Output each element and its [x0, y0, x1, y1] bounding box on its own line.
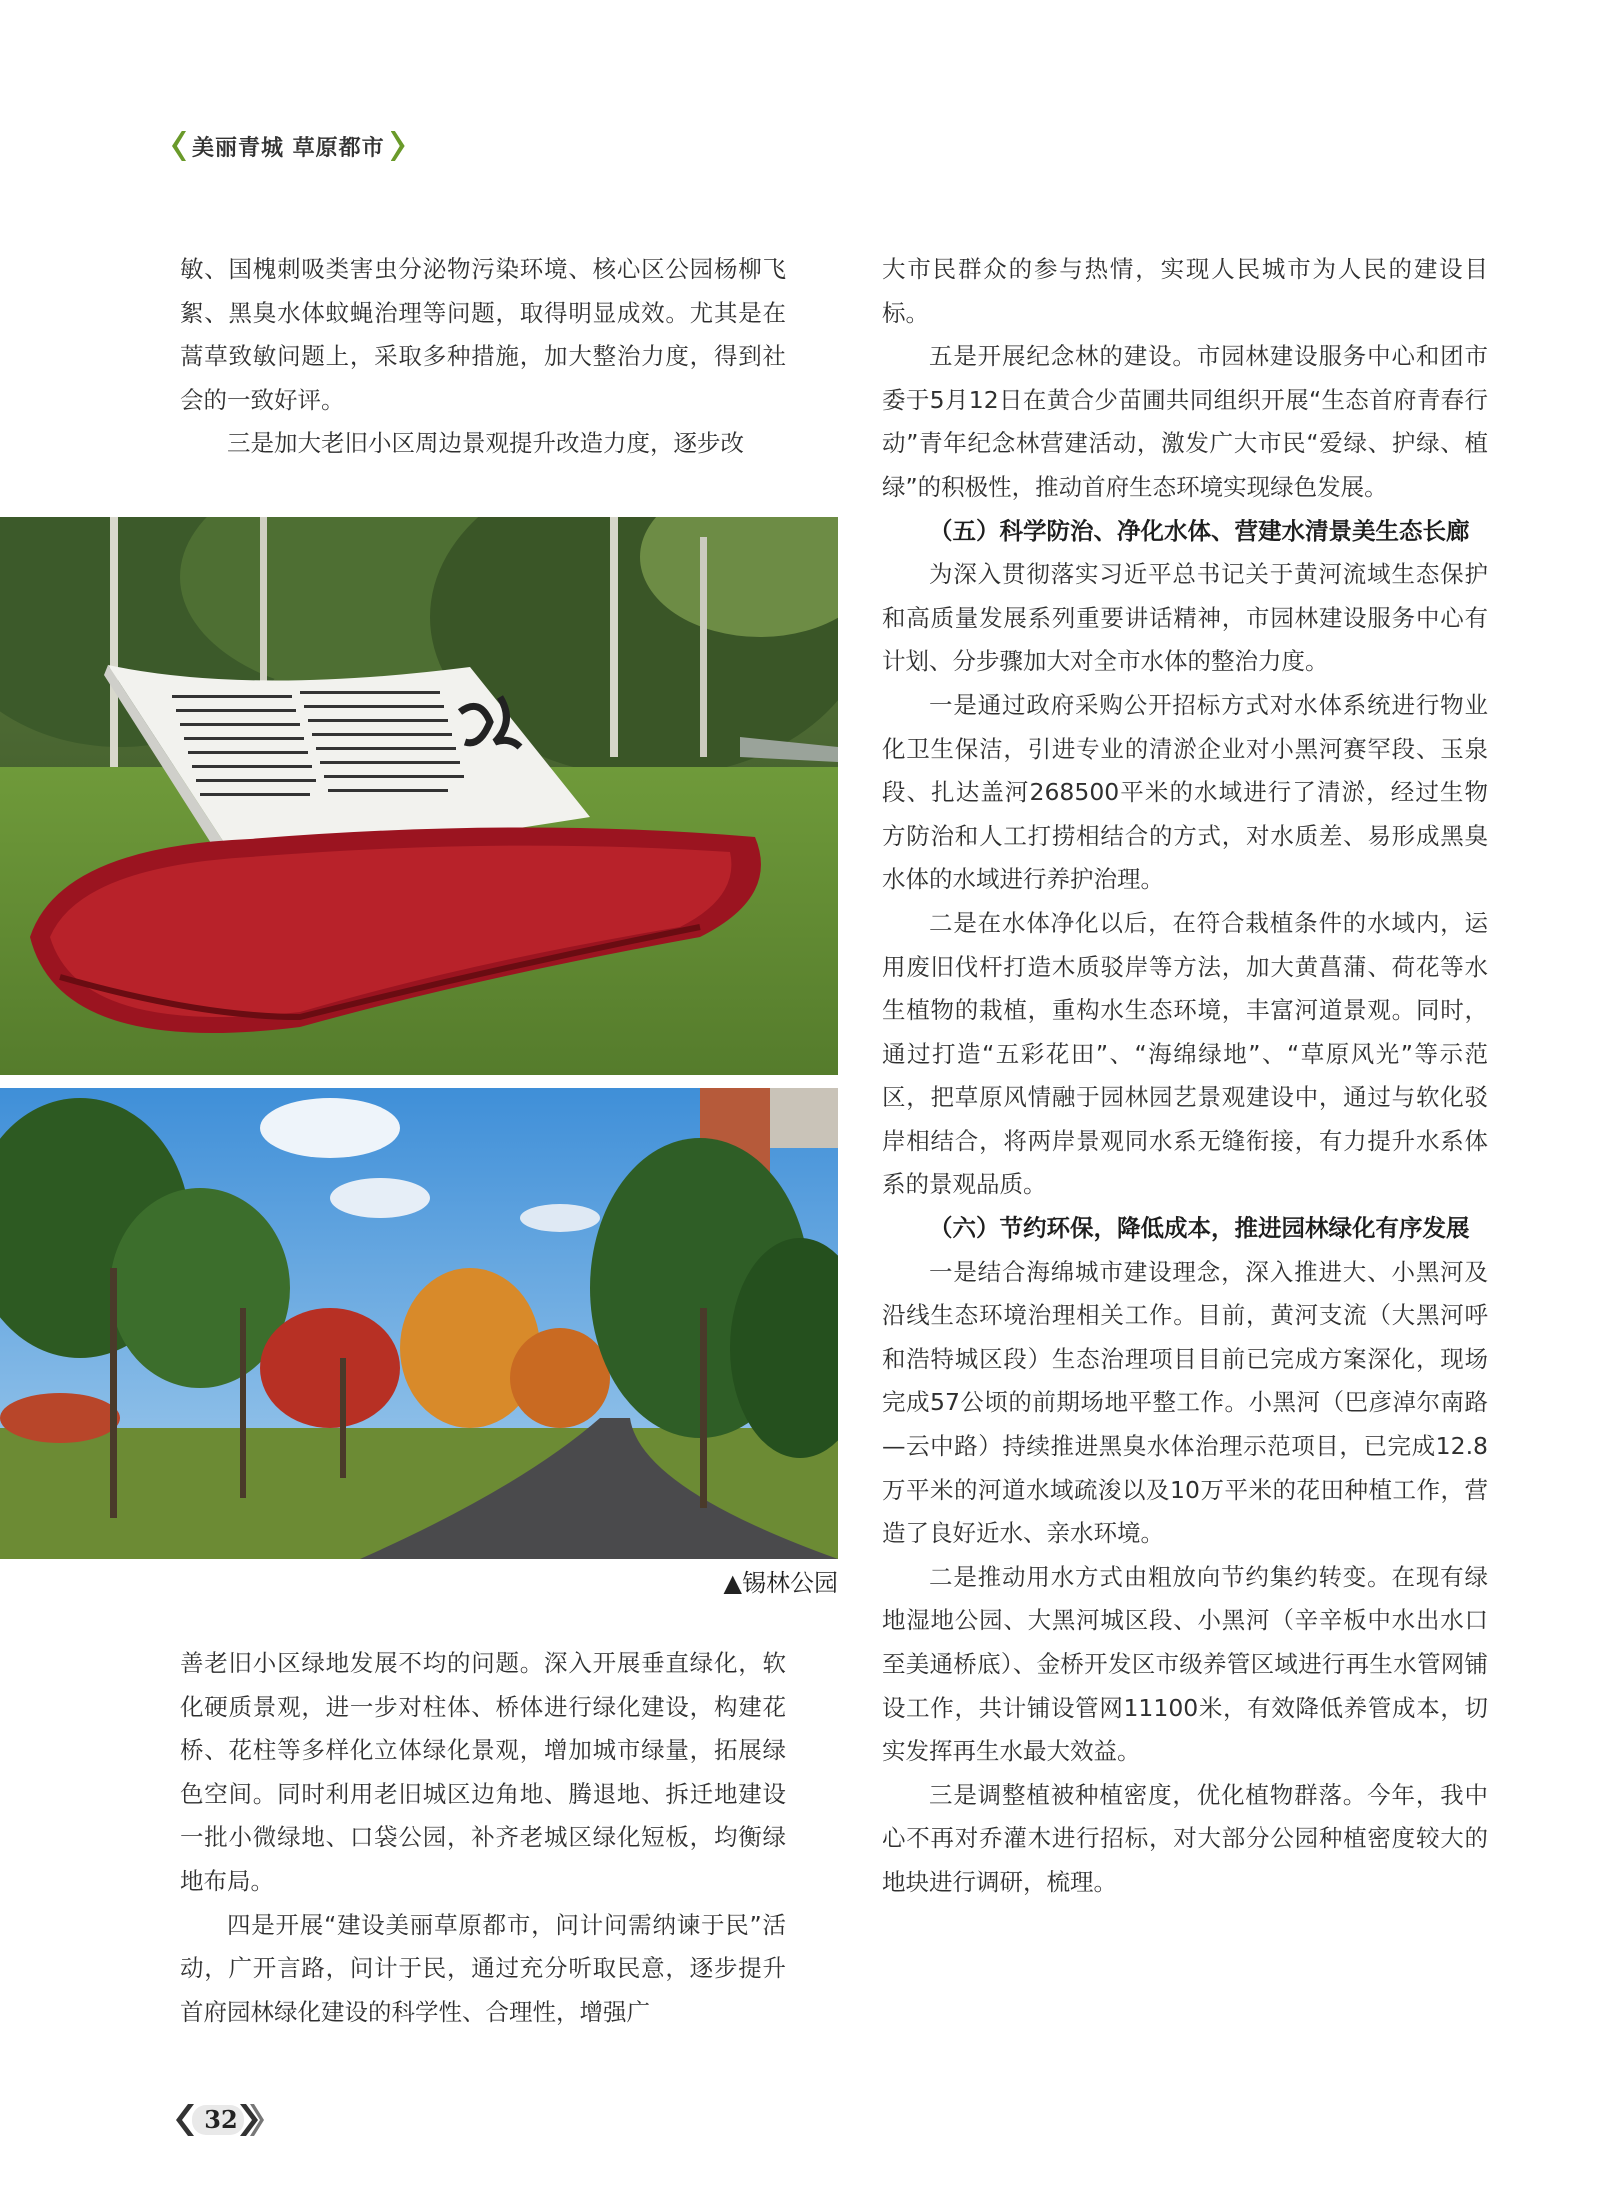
photo-caption: ▲锡林公园	[723, 1569, 838, 1597]
left-column-top	[180, 248, 786, 466]
right-column	[882, 248, 1488, 1905]
paragraph: 为深入贯彻落实习近平总书记关于黄河流域生态保护和高质量发展系列重要讲话精神，市园林建设服务中心有计划、分步骤加大对全市水体的整治力度。	[882, 560, 1488, 676]
park-path-photo	[0, 1088, 838, 1559]
paragraph: 二是在水体净化以后，在符合栽植条件的水域内，运用废旧伐杆打造木质驳岸等方法，加大黄菖蒲、荷花等水生植物的栽植，重构水生态环境，丰富河道景观。同时，通过打造“五彩花田”、“海绵绿地”、“草原风光”等示范区，把草原风情融于园林园艺景观建设中，通过与软化驳岸相结合，将两岸景观同水系无缝衔接，有力提升水系体系的景观品质。	[882, 908, 1488, 1199]
paragraph: 敏、国槐刺吸类害虫分泌物污染环境、核心区公园杨柳飞絮、黑臭水体蚊蝇治理等问题，取得明显成效。尤其是在蒿草致敏问题上，采取多种措施，加大整治力度，得到社会的一致好评。	[180, 255, 786, 414]
section-heading: （五）科学防治、净化水体、营建水清景美生态长廊	[929, 516, 1470, 545]
chevron-left-icon	[172, 131, 186, 161]
paragraph: 五是开展纪念林的建设。市园林建设服务中心和团市委于5月12日在黄合少苗圃共同组织开展“生态首府青春行动”青年纪念林营建活动，激发广大市民“爱绿、护绿、植绿”的积极性，推动首府生态环境实现绿色发展。	[882, 342, 1488, 501]
left-column-bottom	[180, 1642, 786, 2034]
paragraph: 四是开展“建设美丽草原都市，问计问需纳谏于民”活动，广开言路，问计于民，通过充分听取民意，逐步提升首府园林绿化建设的科学性、合理性，增强广	[180, 1910, 786, 2026]
running-header	[172, 128, 405, 164]
paragraph: 二是推动用水方式由粗放向节约集约转变。在现有绿地湿地公园、大黑河城区段、小黑河（辛辛板中水出水口至美通桥底）、金桥开发区市级养管区域进行再生水管网铺设工作，共计铺设管网11100米，有效降低养管成本，切实发挥再生水最大效益。	[882, 1562, 1488, 1766]
monument-photo	[0, 517, 838, 1075]
paragraph: 一是通过政府采购公开招标方式对水体系统进行物业化卫生保洁，引进专业的清淤企业对小黑河赛罕段、玉泉段、扎达盖河268500平米的水域进行了清淤，经过生物方防治和人工打捞相结合的方式，对水质差、易形成黑臭水体的水域进行养护治理。	[882, 690, 1488, 894]
page-number	[174, 2102, 264, 2138]
paragraph: 善老旧小区绿地发展不均的问题。深入开展垂直绿化，软化硬质景观，进一步对柱体、桥体进行绿化建设，构建花桥、花柱等多样化立体绿化景观，增加城市绿量，拓展绿色空间。同时利用老旧城区边角地、腾退地、拆迁地建设一批小微绿地、口袋公园，补齐老城区绿化短板，均衡绿地布局。	[180, 1649, 786, 1895]
paragraph: 大市民群众的参与热情，实现人民城市为人民的建设目标。	[882, 255, 1488, 327]
page-number-text: 32	[204, 2105, 238, 2134]
paragraph: 三是加大老旧小区周边景观提升改造力度，逐步改	[227, 429, 744, 458]
chevron-right-icon	[391, 131, 405, 161]
paragraph: 一是结合海绵城市建设理念，深入推进大、小黑河及沿线生态环境治理相关工作。目前，黄河支流（大黑河呼和浩特城区段）生态治理项目目前已完成方案深化，现场完成57公顷的前期场地平整工作。小黑河（巴彦淖尔南路—云中路）持续推进黑臭水体治理示范项目，已完成12.8万平米的河道水域疏浚以及10万平米的花田种植工作，营造了良好近水、亲水环境。	[882, 1257, 1488, 1548]
section-heading: （六）节约环保，降低成本，推进园林绿化有序发展	[929, 1214, 1470, 1243]
header-title: 美丽青城 草原都市	[192, 135, 385, 161]
paragraph: 三是调整植被种植密度，优化植物群落。今年，我中心不再对乔灌木进行招标，对大部分公园种植密度较大的地块进行调研，梳理。	[882, 1780, 1488, 1896]
